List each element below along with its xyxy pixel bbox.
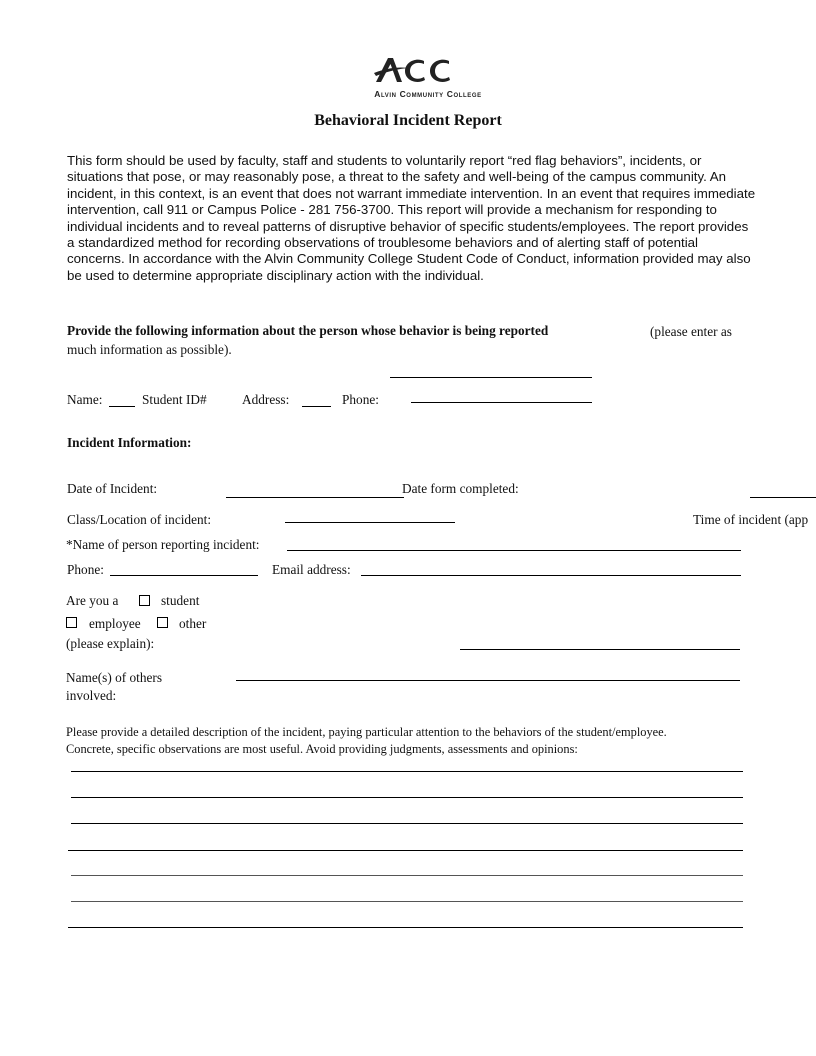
address-label: Address:	[242, 392, 290, 407]
person-section-note: (please enter as	[650, 324, 732, 339]
date-form-completed-label: Date form completed:	[402, 481, 519, 496]
please-explain-label: (please explain):	[66, 636, 155, 651]
address-line-extra[interactable]	[390, 377, 592, 378]
name-label: Name:	[67, 392, 103, 407]
others-involved-label: Name(s) of others	[66, 670, 162, 685]
others-involved-field[interactable]	[236, 680, 740, 681]
description-instructions	[66, 724, 756, 758]
description-line[interactable]	[71, 875, 743, 876]
reporter-phone-field[interactable]	[110, 575, 258, 576]
student-checkbox[interactable]	[139, 595, 150, 606]
college-name: Alvin Community College	[374, 89, 482, 99]
others-involved-label-cont: involved:	[66, 688, 117, 703]
explain-field[interactable]	[460, 649, 740, 650]
date-of-incident-field[interactable]	[226, 497, 404, 498]
incident-section-heading: Incident Information:	[67, 435, 192, 450]
student-id-label: Student ID#	[142, 392, 207, 407]
employee-option-label: employee	[89, 616, 141, 631]
other-option-label: other	[179, 616, 207, 631]
acc-logo	[372, 52, 456, 88]
phone-field[interactable]	[411, 402, 592, 403]
reporter-phone-label: Phone:	[67, 562, 104, 577]
description-instructions-line-1: Please provide a detailed description of the incident, paying particular attention to the behaviors of the student/employee.	[66, 725, 667, 739]
description-line[interactable]	[71, 823, 743, 824]
name-field[interactable]	[109, 406, 135, 407]
page-title: Behavioral Incident Report	[314, 112, 502, 129]
date-form-completed-field[interactable]	[750, 497, 816, 498]
person-section-heading: Provide the following information about the person whose behavior is being reported	[67, 323, 549, 338]
description-line[interactable]	[71, 771, 743, 772]
description-line[interactable]	[68, 927, 743, 928]
description-instructions-line-2: Concrete, specific observations are most useful. Avoid providing judgments, assessments and opinions:	[66, 742, 578, 756]
reporter-name-field[interactable]	[287, 550, 741, 551]
time-of-incident-label: Time of incident (app	[693, 512, 809, 527]
description-line[interactable]	[71, 797, 743, 798]
student-option-label: student	[161, 593, 200, 608]
description-line[interactable]	[71, 901, 743, 902]
intro-paragraph: This form should be used by faculty, staff and students to voluntarily report “red flag behaviors”, incidents, or situations that pose, or may reasonably pose, a threat to the safety and well-being of the campus community. An incident, in this context, is an event that does not warrant immediate intervention. In an event that requires immediate intervention, call 911 or Campus Police - 281 756-3700. This report will provide a mechanism for responding to individual incidents and to reveal patterns of disruptive behavior of specific students/employees. The report provides a standardized method for recording observations of troublesome behaviors and of alerting staff of potential concerns. In accordance with the Alvin Community College Student Code of Conduct, information provided may also be used to determine appropriate disciplinary action with the individual.	[67, 153, 756, 283]
date-of-incident-label: Date of Incident:	[67, 481, 158, 496]
reporter-name-label: *Name of person reporting incident:	[66, 537, 260, 552]
phone-label: Phone:	[342, 392, 379, 407]
are-you-a-label: Are you a	[66, 593, 119, 608]
description-line[interactable]	[68, 850, 743, 851]
email-field[interactable]	[361, 575, 741, 576]
class-location-field[interactable]	[285, 522, 455, 523]
address-field[interactable]	[302, 406, 331, 407]
other-checkbox[interactable]	[157, 617, 168, 628]
class-location-label: Class/Location of incident:	[67, 512, 212, 527]
email-label: Email address:	[272, 562, 351, 577]
employee-checkbox[interactable]	[66, 617, 77, 628]
person-section-note-cont: much information as possible).	[67, 342, 232, 357]
